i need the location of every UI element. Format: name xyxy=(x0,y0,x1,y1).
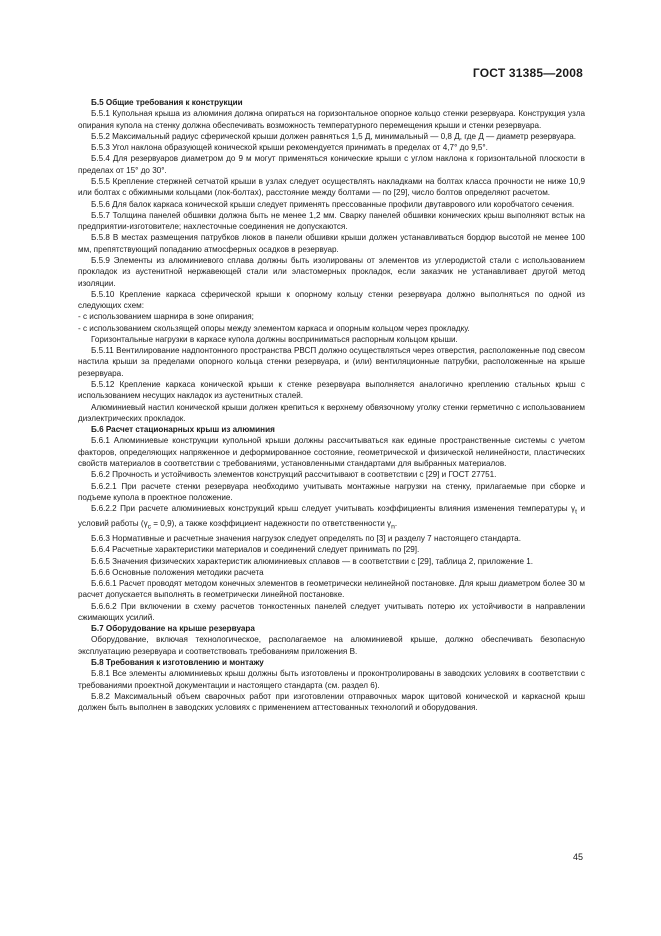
paragraph-b5-12: Б.5.12 Крепление каркаса конической крыши к стенке резервуара выполняется аналогично креплению стальных крыш с использованием несущих накладок из аустенитных сталей. xyxy=(78,380,585,401)
section-heading-b5: Б.5 Общие требования к конструкции xyxy=(91,98,243,107)
paragraph-b6-2-2-text-a: Б.6.2.2 При расчете алюминиевых конструкций крыш следует учитывать коэффициенты влияния изменения температуры γ xyxy=(91,504,576,514)
section-heading-b6: Б.6 Расчет стационарных крыш из алюминия xyxy=(91,425,275,435)
paragraph-b5-8: Б.5.8 В местах размещения патрубков люков в панели обшивки крыши должен устанавливаться бордюр высотой не менее 100 мм, препятствующий попаданию атмосферных осадков в резервуар. xyxy=(78,233,585,254)
paragraph-b6-6: Б.6.6 Основные положения методики расчета xyxy=(91,567,264,577)
paragraph-b5-6: Б.5.6 Для балок каркаса конической крыши следует применять прессованные профили двутаврового или коробчатого сечения. xyxy=(91,199,575,209)
paragraph-horizontal-loads: Горизонтальные нагрузки в каркасе купола должны восприниматься распорным кольцом крыши. xyxy=(91,334,458,344)
paragraph-b5-1: Б.5.1 Купольная крыша из алюминия должна опираться на горизонтальное опорное кольцо стенки резервуара. Конструкция узла опирания купола на стенку должна обеспечивать возможность температурного перемещения крыши и стенки резервуара. xyxy=(78,109,585,130)
paragraph-b5-9: Б.5.9 Элементы из алюминиевого сплава должны быть изолированы от элементов из углеродистой стали с использованием прокладок из аустенитной нержавеющей стали или эластомерных прокладок, если заказчик не устанавливает другой метод изоляции. xyxy=(78,255,585,288)
section-heading-b8: Б.8 Требования к изготовлению и монтажу xyxy=(91,658,264,668)
subscript-c: c xyxy=(147,523,152,531)
paragraph-b5-2: Б.5.2 Максимальный радиус сферической крыши должен равняться 1,5 Д, минимальный — 0,8 Д, где Д — диаметр резервуара. xyxy=(91,131,577,141)
paragraph-aluminium-deck: Алюминиевый настил конической крыши должен крепиться к верхнему обвязочному уголку стенки герметично с использованием диэлектрических прокладок. xyxy=(78,402,585,423)
section-heading-b7: Б.7 Оборудование на крыше резервуара xyxy=(91,624,255,634)
paragraph-b6-2: Б.6.2 Прочность и устойчивость элементов конструкций рассчитывают в соответствии с [29] и ГОСТ 27751. xyxy=(91,470,497,480)
standard-header: ГОСТ 31385—2008 xyxy=(472,66,583,80)
paragraph-b6-6-2: Б.6.6.2 При включении в схему расчетов тонкостенных панелей следует учитывать потерю их устойчивости в направлении сжимающих усилий. xyxy=(78,601,585,622)
paragraph-b6-2-2-text-c: = 0,9), а также коэффициент надежности по ответственности γ xyxy=(151,519,392,529)
subscript-n: n xyxy=(391,523,395,531)
list-item-sliding-support: - с использованием скользящей опоры между элементом каркаса и опорным кольцом через прокладку. xyxy=(78,323,470,333)
paragraph-b6-2-2 xyxy=(78,503,585,533)
subscript-t: t xyxy=(575,508,577,516)
paragraph-b6-2-2-text-d: . xyxy=(394,519,398,529)
paragraph-b5-7: Б.5.7 Толщина панелей обшивки должна быть не менее 1,2 мм. Сварку панелей обшивки конических крыш выполняют встык на предприятии-изготовителе; нахлесточные соединения не допускаются. xyxy=(78,210,585,232)
paragraph-b6-2-1: Б.6.2.1 При расчете стенки резервуара необходимо учитывать монтажные нагрузки на стенку, прилагаемые при сборке и подъеме купола в проектное положение. xyxy=(78,481,585,502)
paragraph-b8-2: Б.8.2 Максимальный объем сварочных работ при изготовлении отправочных марок щитовой конической и каркасной крыш должен быть выполнен в заводских условиях с применением аттестованных технологий и оборудования. xyxy=(78,691,585,713)
paragraph-b8-1: Б.8.1 Все элементы алюминиевых крыш должны быть изготовлены и проконтролированы в заводских условиях в соответствии с требованиями проектной документации и настоящего стандарта (см. раздел 6). xyxy=(78,669,585,690)
paragraph-b5-11: Б.5.11 Вентилирование надпонтонного пространства РВСП должно осуществляться через отверстия, расположенные под свесом настила крыши за пределами опорного кольца стенки резервуара, и (или) вентиляционные патрубки, расположенные на крыше резервуара. xyxy=(78,346,585,378)
paragraph-b6-6-1: Б.6.6.1 Расчет проводят методом конечных элементов в геометрически нелинейной постановке. Для крыш диаметром более 30 м расчет допускается выполнять в геометрически линейной постановке. xyxy=(78,579,585,600)
paragraph-b6-5: Б.6.5 Значения физических характеристик алюминиевых сплавов — в соответствии с [29], таблица 2, приложение 1. xyxy=(91,556,534,566)
list-item-hinge: - с использованием шарнира в зоне опирания; xyxy=(78,312,254,322)
paragraph-b5-10: Б.5.10 Крепление каркаса сферической крыши к опорному кольцу стенки резервуара должно выполняться по одной из следующих схем: xyxy=(78,289,585,311)
page-number: 45 xyxy=(572,852,583,862)
paragraph-b5-3: Б.5.3 Угол наклона образующей конической крыши рекомендуется принимать в пределах от 4,7° до 9,5°. xyxy=(91,143,488,153)
paragraph-b5-4: Б.5.4 Для резервуаров диаметром до 9 м могут применяться конические крыши с углом наклона к горизонтальной плоскости в пределах от 15° до 30°. xyxy=(78,154,585,175)
document-body xyxy=(78,97,585,713)
paragraph-b5-5: Б.5.5 Крепление стержней сетчатой крыши в узлах следует осуществлять накладками на болтах класса прочности не ниже 10,9 или болтах с обжимными кольцами (лок-болтах), расстояние между болтами — по [29], число болтов определяют расчетом. xyxy=(78,176,585,198)
paragraph-b7: Оборудование, включая технологическое, располагаемое на алюминиевой крыше, должно обеспечивать безопасную эксплуатацию резервуара и соответствовать требованиям приложения В. xyxy=(78,635,585,656)
paragraph-b6-4: Б.6.4 Расчетные характеристики материалов и соединений следует принимать по [29]. xyxy=(91,545,420,555)
paragraph-b6-1: Б.6.1 Алюминиевые конструкции купольной крыши должны рассчитываться как единые пространственные системы с учетом факторов, определяющих напряженное и деформированное состояние, геометрической и физической нелинейности, пластических свойств материалов в соответствии с требованиями, установленными стандартами для выбранных материалов. xyxy=(78,436,585,468)
paragraph-b6-3: Б.6.3 Нормативные и расчетные значения нагрузок следует определять по [3] и разделу 7 настоящего стандарта. xyxy=(91,533,521,543)
paragraph-b6-2-2-text-b: и условий работы (γ xyxy=(78,504,586,529)
